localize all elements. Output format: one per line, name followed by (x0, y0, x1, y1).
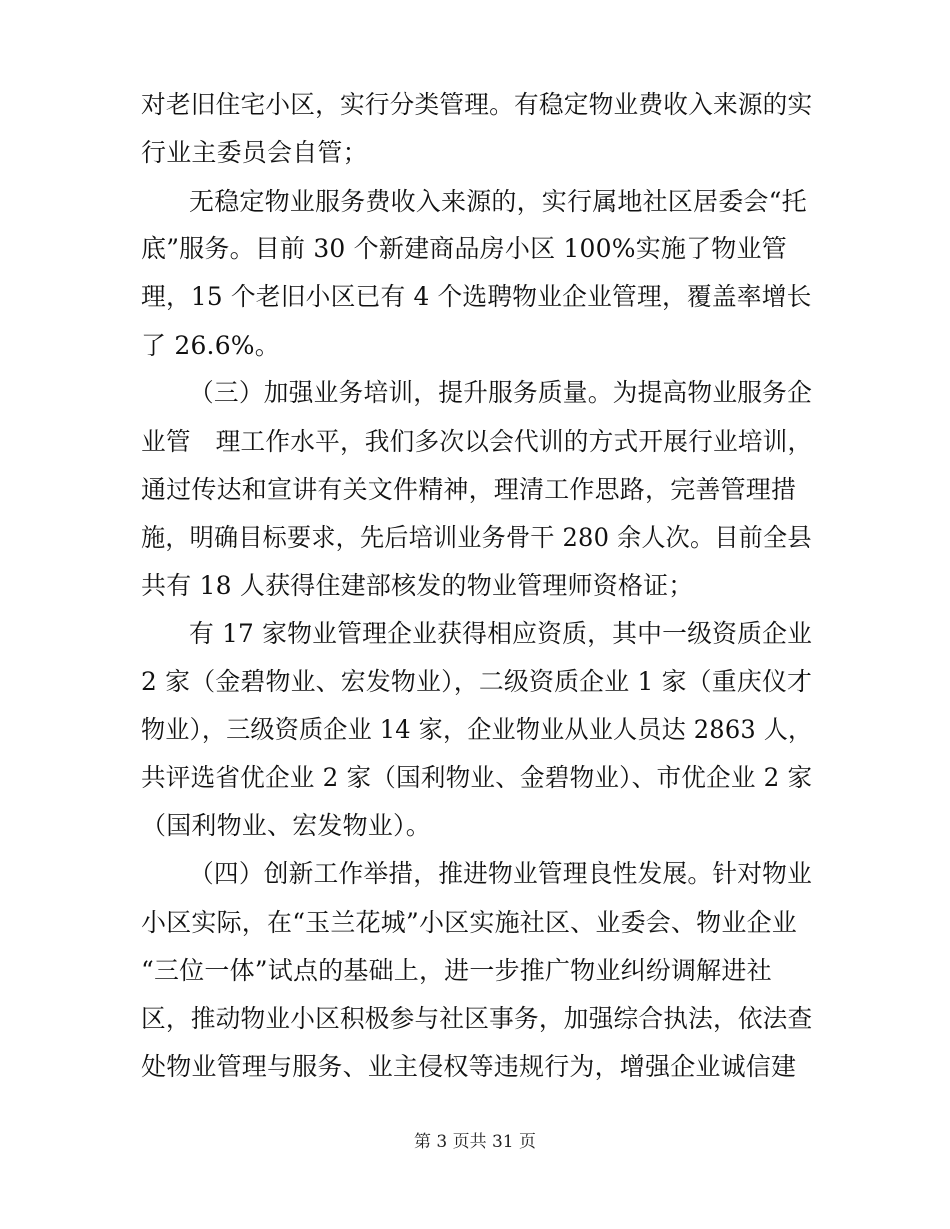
text-line: （四）创新工作举措，推进物业管理良性发展。针对物业 (189, 859, 813, 888)
text-line: 对老旧住宅小区，实行分类管理。有稳定物业费收入来源的实 (141, 90, 813, 119)
text-line: 处物业管理与服务、业主侵权等违规行为，增强企业诚信建 (141, 1052, 797, 1081)
text-line: 无稳定物业服务费收入来源的，实行属地社区居委会“托 (189, 187, 807, 216)
text-line: 理，15 个老旧小区已有 4 个选聘物业企业管理，覆盖率增长 (141, 282, 812, 311)
text-line: 区，推动物业小区积极参与社区事务，加强综合执法，依法查 (141, 1004, 813, 1033)
text-line: 共有 18 人获得住建部核发的物业管理师资格证； (141, 571, 694, 600)
text-line: 有 17 家物业管理企业获得相应资质，其中一级资质企业 (189, 619, 813, 648)
text-line: （国利物业、宏发物业）。 (141, 811, 431, 840)
text-line: 业管 理工作水平，我们多次以会代训的方式开展行业培训， (141, 427, 813, 456)
text-line: “三位一体”试点的基础上，进一步推广物业纠纷调解进社 (141, 956, 772, 985)
text-line: 底”服务。目前 30 个新建商品房小区 100%实施了物业管 (141, 234, 787, 263)
text-line: 行业主委员会自管； (141, 138, 368, 167)
text-line: 2 家（金碧物业、宏发物业），二级资质企业 1 家（重庆仪才 (141, 667, 813, 696)
text-line: 了 26.6%。 (141, 331, 280, 360)
text-line: 施，明确目标要求，先后培训业务骨干 280 余人次。目前全县 (141, 523, 812, 552)
text-line: 共评选省优企业 2 家（国利物业、金碧物业）、市优企业 2 家 (141, 763, 813, 792)
text-line: 小区实际，在“玉兰花城”小区实施社区、业委会、物业企业 (141, 908, 797, 937)
text-line: （三）加强业务培训，提升服务质量。为提高物业服务企 (189, 378, 813, 407)
page-number-footer: 第 3 页共 31 页 (413, 1132, 537, 1152)
text-line: 通过传达和宣讲有关文件精神，理清工作思路，完善管理措 (141, 475, 797, 504)
text-line: 物业），三级资质企业 14 家，企业物业从业人员达 2863 人， (141, 715, 813, 744)
